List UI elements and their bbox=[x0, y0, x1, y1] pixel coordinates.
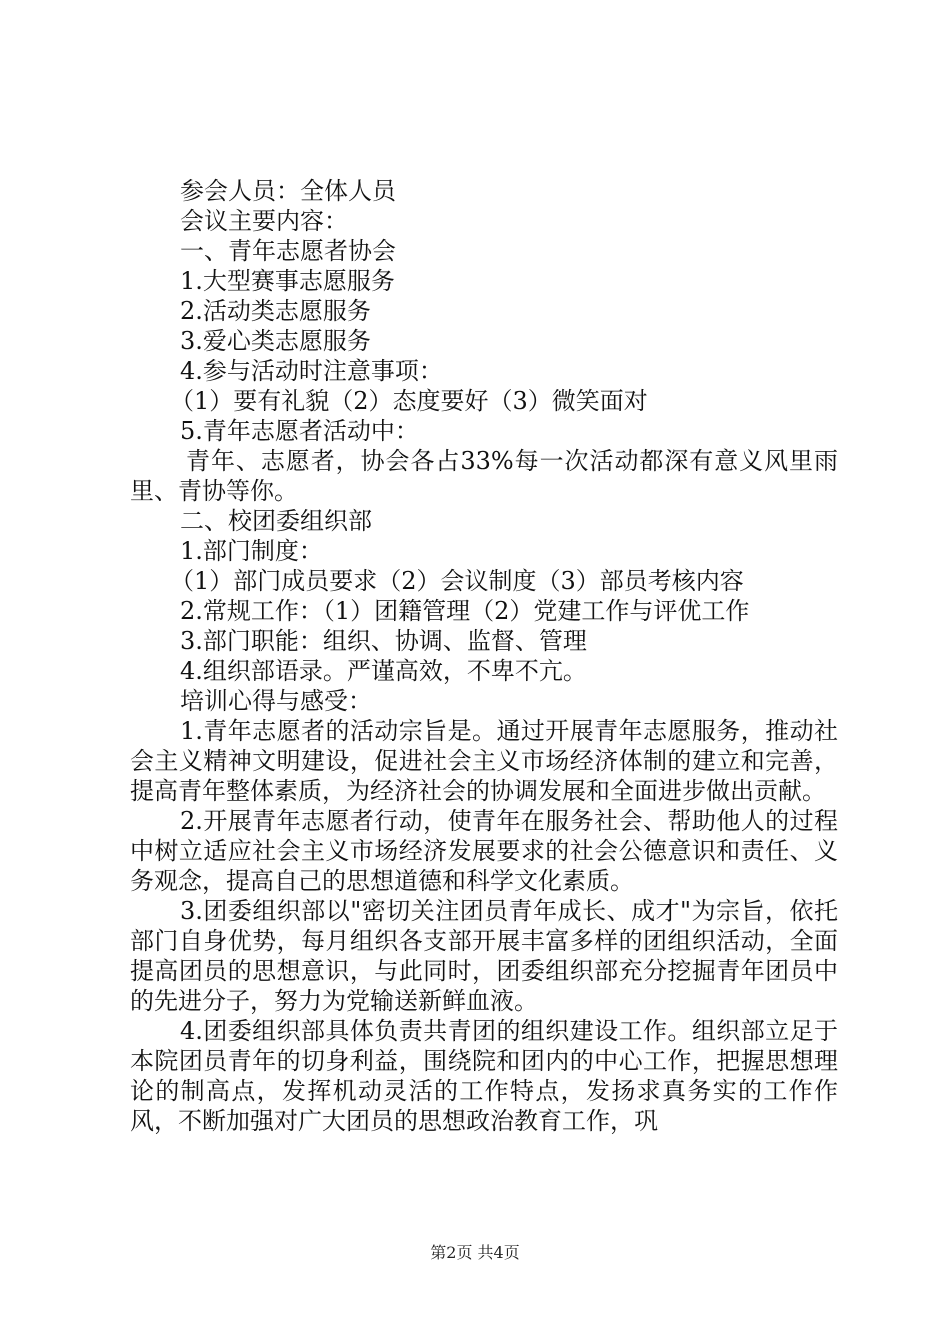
reflection-heading: 培训心得与感受： bbox=[180, 687, 372, 715]
attendees-line: 参会人员：全体人员 bbox=[180, 177, 396, 205]
list-item: 4.组织部语录。严谨高效，不卑不亢。 bbox=[180, 657, 587, 685]
list-item: 2.常规工作：（1）团籍管理（2）党建工作与评优工作 bbox=[180, 597, 750, 625]
reflection-paragraph: 3.团委组织部以"密切关注团员青年成长、成才"为宗旨，依托部门自身优势，每月组织各支部开展丰富多样的团组织活动，全面提高团员的思想意识，与此同时，团委组织部充分挖掘青年团员中的先进分子，努力为党输送新鲜血液。 bbox=[130, 897, 838, 1015]
section-heading-organization-dept: 二、校团委组织部 bbox=[180, 507, 372, 535]
reflection-paragraph: 4.团委组织部具体负责共青团的组织建设工作。组织部立足于本院团员青年的切身利益，围绕院和团内的中心工作，把握思想理论的制高点，发挥机动灵活的工作特点，发扬求真务实的工作作风，不断加强对广大团员的思想政治教育工作，巩 bbox=[130, 1017, 838, 1135]
list-item: 3.部门职能：组织、协调、监督、管理 bbox=[180, 627, 587, 655]
list-item: 5.青年志愿者活动中： bbox=[180, 417, 419, 445]
reflection-paragraph: 2.开展青年志愿者行动，使青年在服务社会、帮助他人的过程中树立适应社会主义市场经济发展要求的社会公德意识和责任、义务观念，提高自己的思想道德和科学文化素质。 bbox=[130, 807, 838, 895]
list-item: 4.参与活动时注意事项： bbox=[180, 357, 443, 385]
reflection-paragraph: 1.青年志愿者的活动宗旨是。通过开展青年志愿服务，推动社会主义精神文明建设，促进社会主义市场经济体制的建立和完善，提高青年整体素质，为经济社会的协调发展和全面进步做出贡献。 bbox=[130, 717, 838, 805]
list-item: 1.大型赛事志愿服务 bbox=[180, 267, 395, 295]
list-item: 3.爱心类志愿服务 bbox=[180, 327, 371, 355]
list-item: 2.活动类志愿服务 bbox=[180, 297, 371, 325]
volunteer-slogan-paragraph: 青年、志愿者，协会各占33%每一次活动都深有意义风里雨里、青协等你。 bbox=[130, 447, 838, 505]
sub-list-item: （1）要有礼貌（2）态度要好（3）微笑面对 bbox=[170, 387, 648, 415]
list-item: 1.部门制度： bbox=[180, 537, 323, 565]
meeting-content-heading: 会议主要内容： bbox=[180, 207, 348, 235]
sub-list-item: （1）部门成员要求（2）会议制度（3）部员考核内容 bbox=[170, 567, 744, 595]
page-number-footer: 第2页 共4页 bbox=[430, 1243, 520, 1262]
section-heading-volunteer-association: 一、青年志愿者协会 bbox=[180, 237, 396, 265]
document-body bbox=[130, 176, 838, 1136]
